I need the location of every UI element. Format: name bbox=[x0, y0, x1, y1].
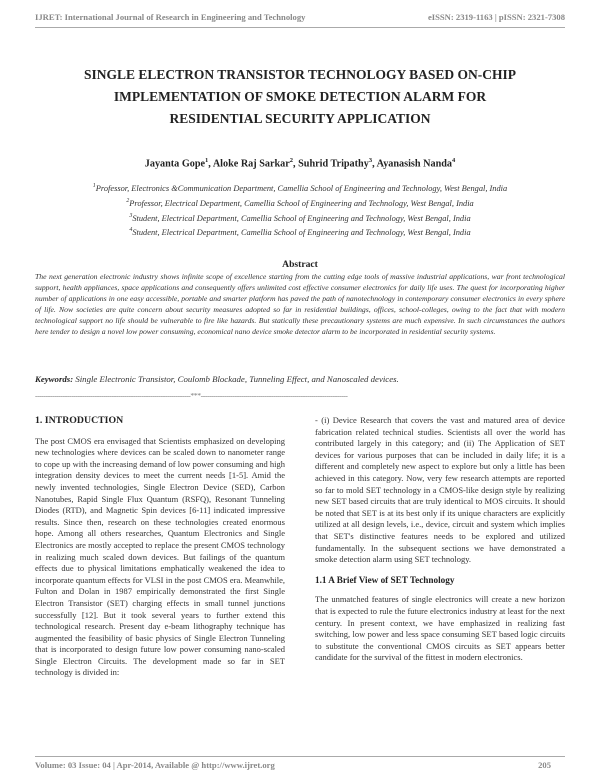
header-rule bbox=[35, 27, 565, 28]
affiliation-list bbox=[50, 180, 550, 239]
keywords-line bbox=[35, 374, 565, 384]
affiliation-item bbox=[50, 210, 550, 225]
abstract-text: The next generation electronic industry shows infinite scope of excellence starting from the cutting edge tools of massive industrial applications, war front technological support, health appliances, space applications and consequently offers unlimited cost effective consumer electronics for daily life uses. The quest for incorporating higher number of applications in one easy accessible, portable and smarter platform has paved the path of nanotechnology in contemporary consumer electronics in every sphere of life. Now societies are quite concern about security measures adopted so far in residential buildings, offices, school-colleges, owing to the fact that with modern technological support no life should be vulnerable to fire like hazards. But statically these precautionary systems are much expensive. In such circumstances the authors here tender to design a novel low power consuming, economical nano device smoke detector alarm to be incorporated in residential security systems. bbox=[35, 272, 565, 337]
title-line-2: IMPLEMENTATION OF SMOKE DETECTION ALARM FOR bbox=[113, 89, 487, 104]
author-name: Aloke Raj Sarkar bbox=[212, 158, 290, 170]
left-column bbox=[35, 415, 285, 679]
author-sup: 4 bbox=[452, 157, 456, 164]
title-line-3: RESIDENTIAL SECURITY APPLICATION bbox=[169, 111, 431, 126]
introduction-paragraph-2: - (i) Device Research that covers the vast and matured area of device fabrication related technical studies. Scientists all over the world has contributed largely in this category; and (ii) The Application of SET devices for various purposes that can be included in daily life; it is a different and completely new aspect to explore but only a little has been achieved in this category. Now, very few research attempts are reported so far to mold SET technology in a CMOS-like design style by realizing new SET based circuits that are truly identical to MOS circuits. It should be noted that SET is at its best only if its unique characters are explicitly utilized at all design levels, i.e., device, circuit and system which implies that SET's distinctive features needs to be explored and utilized fundamentally. In the subsequent sections we have demonstrated a smoke detection alarm using SET technology. bbox=[315, 415, 565, 565]
affiliation-item bbox=[50, 224, 550, 239]
section-separator: -------------------------------------------------------------------------***--------------------------------------------------------------------- bbox=[35, 391, 348, 400]
affiliation-sup: 3 bbox=[129, 212, 133, 219]
affiliation-text: Professor, Electronics &Communication Department, Camellia School of Engineering and Technology, West Bengal, India bbox=[95, 183, 508, 193]
page-footer bbox=[35, 760, 565, 772]
affiliation-sup: 4 bbox=[129, 227, 133, 234]
page-header bbox=[35, 12, 565, 26]
introduction-heading: 1. INTRODUCTION bbox=[35, 415, 124, 426]
right-column bbox=[315, 415, 565, 664]
page-number: 205 bbox=[538, 760, 551, 770]
keywords-text: Single Electronic Transistor, Coulomb Blockade, Tunneling Effect, and Nanoscaled devices. bbox=[75, 374, 399, 384]
subsection-1-1-paragraph: The unmatched features of single electronics will create a new horizon that is expected to rule the future electronics industry at least for the next century. In present context, we have emphasized in realizing fast switching, low power and less space consuming SET based logic circuits to substitute the conventional CMOS circuits as SET appears better candidate for the survival of the fittest in modern electronics. bbox=[315, 594, 565, 663]
footer-rule bbox=[35, 756, 565, 757]
affiliation-sup: 1 bbox=[92, 183, 96, 189]
affiliation-item bbox=[50, 180, 550, 195]
journal-name: IJRET: International Journal of Research in Engineering and Technology bbox=[35, 12, 306, 22]
keywords-label: Keywords: bbox=[35, 374, 74, 384]
author-name: Jayanta Gope bbox=[144, 158, 206, 170]
issn-text: eISSN: 2319-1163 | pISSN: 2321-7308 bbox=[427, 12, 565, 22]
volume-info: Volume: 03 Issue: 04 | Apr-2014, Available @ http://www.ijret.org bbox=[35, 760, 275, 770]
author-name: Suhrid Tripathy bbox=[298, 158, 369, 170]
affiliation-text: Student, Electrical Department, Camellia School of Engineering and Technology, West Bengal, India bbox=[132, 213, 471, 223]
affiliation-item bbox=[50, 195, 550, 210]
affiliation-text: Student, Electrical Department, Camellia School of Engineering and Technology, West Bengal, India bbox=[132, 228, 471, 238]
author-list: Jayanta Gope$^1$, Aloke Raj Sarkar$^2$, Suhrid Tripathy$^3$, Ayanasish Nanda$^4$ bbox=[144, 157, 456, 170]
affiliation-text: Professor, Electrical Department, Camellia School of Engineering and Technology, West Bengal, India bbox=[129, 198, 474, 208]
author-sup: 1 bbox=[205, 157, 209, 164]
author-name: Ayanasish Nanda bbox=[376, 158, 452, 170]
paper-title bbox=[35, 64, 565, 130]
title-line-1: SINGLE ELECTRON TRANSISTOR TECHNOLOGY BASED ON-CHIP bbox=[84, 67, 516, 82]
subsection-1-1-heading: 1.1 A Brief View of SET Technology bbox=[315, 574, 455, 585]
affiliation-sup: 2 bbox=[126, 197, 130, 204]
author-sup: 2 bbox=[289, 157, 294, 164]
introduction-paragraph-1: The post CMOS era envisaged that Scientists emphasized on developing new technologies where devices can be scaled down to nanometer range to cope up with the increasing demand of low power consuming and high integration density devices to meet the current needs [1-5]. Amid the newly invented technologies, Single Electron Device (SED), Carbon Nanotubes, Rapid Single Flux Quantum (RSFQ), Resonant Tunneling Diodes (RTD), and Magnetic Spin devices [6-11] indicated impressive results. Since then, research on these technologies created enormous hope. Among all others researches, Quantum Electronics and Single Electronics are mostly accepted to replace the present CMOS technology in realizing much scaled down devices. But failings of the quantum effects due to physical limitations emphatically weakened the idea to incorporate quantum effects for VLSI in the post CMOS era. Meanwhile, Fulton and Dolan in 1987 empirically demonstrated the first Single Electron Transistor (SET) charging effects in small tunnel junctions successfully [12]. But it took several years to further extend this technological research. Present day e-beam lithography technique has augmented the feasibility of basic physics of Single Electron Tunneling that is incorporated to design future low power consuming nano-scaled Single Electron Circuits. The development made so far in SET technology is divided in: bbox=[35, 435, 285, 678]
abstract-heading: Abstract bbox=[282, 259, 318, 270]
author-sup: 3 bbox=[368, 157, 373, 164]
